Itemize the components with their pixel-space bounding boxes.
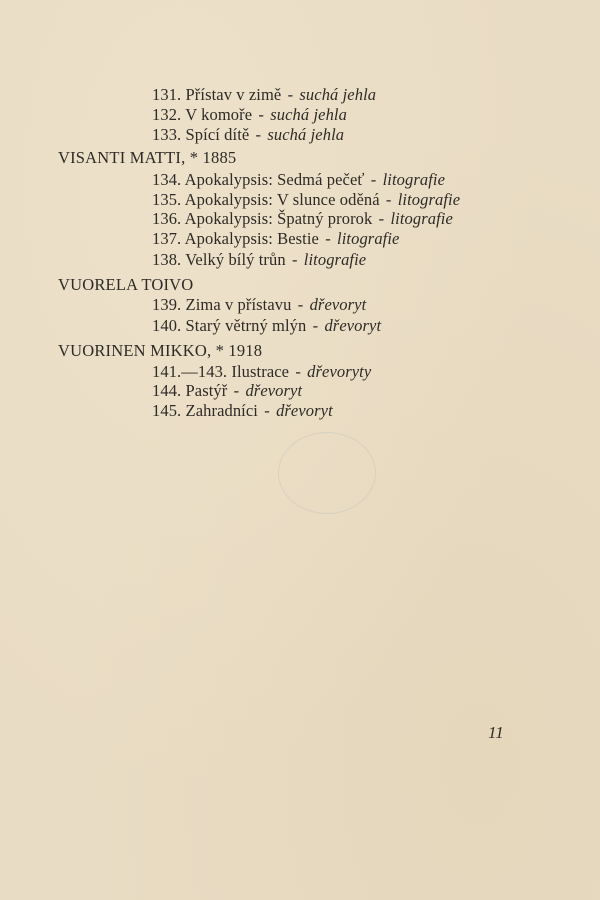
entry-number: 136. (152, 209, 182, 228)
entry-number: 140. (152, 316, 182, 335)
catalog-entry (152, 381, 302, 401)
catalog-entry (152, 209, 453, 229)
entry-separator: - (287, 85, 294, 104)
catalog-entry (152, 316, 381, 336)
entry-technique: dřevoryt (276, 401, 333, 420)
entry-technique: litografie (382, 170, 446, 189)
entry-title: Pastýř (185, 381, 228, 400)
catalog-entry (152, 229, 399, 249)
entry-separator: - (378, 209, 385, 228)
entry-separator: - (255, 125, 262, 144)
entry-technique: suchá jehla (299, 85, 377, 104)
entry-separator: - (295, 362, 301, 381)
entry-number: 132. (152, 105, 182, 124)
catalog-entry (152, 362, 371, 382)
entry-separator: - (370, 170, 377, 189)
catalog-entry (152, 125, 344, 145)
entry-technique: dřevoryt (324, 316, 382, 335)
entry-number: 137. (152, 229, 182, 248)
entry-number: 133. (152, 125, 182, 144)
entry-number: 139. (152, 295, 182, 314)
entry-number: 144. (152, 381, 182, 400)
catalog-entry (152, 170, 445, 190)
catalog-entry (152, 295, 366, 315)
entry-technique: litografie (397, 190, 461, 209)
entry-separator: - (385, 190, 392, 209)
entry-separator: - (325, 229, 331, 248)
page-number: 11 (488, 723, 504, 742)
entry-separator: - (264, 401, 270, 420)
entry-technique: litografie (337, 229, 400, 248)
entry-number: 131. (152, 85, 182, 104)
entry-title: Zahradníci (185, 401, 258, 420)
entry-technique: litografie (303, 250, 367, 269)
catalog-entry (152, 401, 333, 421)
entry-title: Apokalypsis: Bestie (184, 229, 319, 248)
entry-title: V komoře (185, 105, 253, 124)
artist-heading: VUORELA TOIVO (58, 275, 194, 294)
artist-heading: VUORINEN MIKKO, * 1918 (58, 341, 263, 360)
entry-title: Apokalypsis: V slunce oděná (184, 190, 380, 209)
entry-title: Zima v přístavu (185, 295, 292, 314)
entry-number: 135. (152, 190, 182, 209)
entry-technique: dřevoryt (309, 295, 367, 314)
entry-number: 134. (152, 170, 182, 189)
entry-title: Přístav v zimě (185, 85, 282, 104)
entry-separator: - (312, 316, 319, 335)
entry-separator: - (233, 381, 240, 400)
entry-technique: suchá jehla (270, 105, 347, 124)
catalog-entry (152, 85, 376, 105)
entry-number: 138. (152, 250, 182, 269)
entry-separator: - (291, 250, 298, 269)
entry-number: 145. (152, 401, 182, 420)
entry-technique: suchá jehla (267, 125, 345, 144)
entry-technique: dřevoryt (245, 381, 303, 400)
entry-separator: - (297, 295, 304, 314)
entry-separator: - (258, 105, 265, 124)
entry-technique: dřevoryty (307, 362, 372, 381)
artist-heading: VISANTI MATTI, * 1885 (58, 148, 237, 167)
entry-title: Ilustrace (231, 362, 290, 381)
entry-title: Apokalypsis: Sedmá pečeť (184, 170, 365, 189)
entry-title: Apokalypsis: Špatný prorok (184, 209, 373, 228)
catalog-entry (152, 190, 460, 210)
entry-technique: litografie (390, 209, 453, 228)
entry-number: 141.—143. (152, 362, 228, 381)
faint-stamp-mark (278, 432, 376, 514)
entry-title: Velký bílý trůn (185, 250, 286, 269)
catalog-entry (152, 250, 366, 270)
catalog-entry (152, 105, 347, 125)
entry-title: Spící dítě (185, 125, 250, 144)
entry-title: Starý větrný mlýn (185, 316, 307, 335)
